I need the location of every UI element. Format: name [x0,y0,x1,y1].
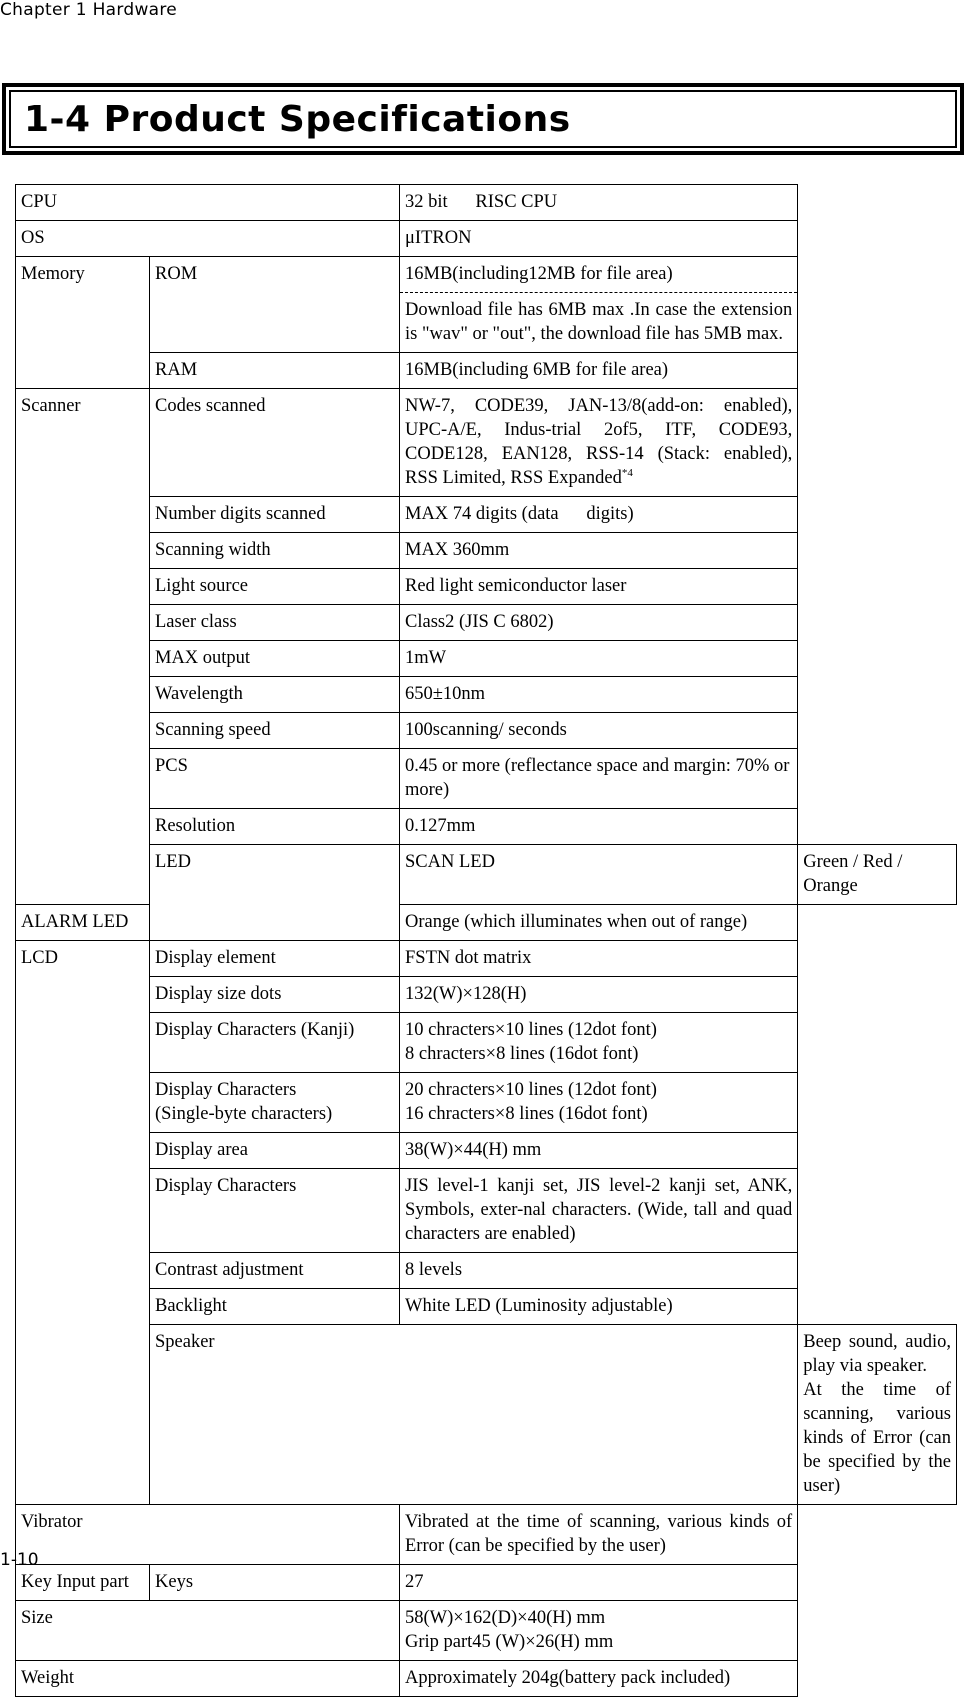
spec-label: Vibrator [16,1505,400,1565]
spec-sub-label: MAX output [150,641,400,677]
spec-row-memory-ram [16,353,957,389]
spec-value: 0.45 or more (reflectance space and margin: 70% or more) [400,749,798,809]
spec-value: 27 [400,1565,798,1601]
spec-value: FSTN dot matrix [400,941,798,977]
spec-sub-label: Scanning speed [150,713,400,749]
spec-value: MAX 74 digits (data digits) [400,497,798,533]
spec-value [798,1325,957,1505]
spec-group-label: Memory [16,257,150,389]
spec-value: Approximately 204g(battery pack included) [400,1661,798,1697]
spec-sub-label: ALARM LED [16,905,150,941]
spec-row-key-input [16,1565,957,1601]
spec-value [400,1073,798,1133]
spec-label: Weight [16,1661,400,1697]
spec-value: Class2 (JIS C 6802) [400,605,798,641]
spec-sub-label: Scanning width [150,533,400,569]
spec-row-scanner-width [16,533,957,569]
spec-value: 100scanning/ seconds [400,713,798,749]
spec-sub-label: Wavelength [150,677,400,713]
spec-row-lcd-single-byte [16,1073,957,1133]
spec-row-memory-rom [16,257,957,293]
spec-value-line: Grip part45 (W)×26(H) mm [405,1632,614,1652]
spec-value: μITRON [400,221,798,257]
spec-value-line: 20 chracters×10 lines (12dot font) [405,1080,657,1100]
spec-value: White LED (Luminosity adjustable) [400,1289,798,1325]
spec-row-scanner-output [16,641,957,677]
chapter-header: Chapter 1 Hardware [0,0,178,20]
spec-row-cpu [16,185,957,221]
spec-label: Speaker [150,1325,798,1505]
spec-value: JIS level-1 kanji set, JIS level-2 kanji set, ANK, Symbols, exter-nal characters. (Wide, tall and quad characters are enabled) [400,1169,798,1253]
spec-value: Red light semiconductor laser [400,569,798,605]
spec-value: Vibrated at the time of scanning, various kinds of Error (can be specified by the user) [400,1505,798,1565]
spec-row-os [16,221,957,257]
spec-sub-label: PCS [150,749,400,809]
spec-value [400,389,798,497]
spec-value-line: 16 chracters×8 lines (16dot font) [405,1104,648,1124]
spec-sub-label: Codes scanned [150,389,400,497]
spec-row-led-scan [16,845,957,905]
spec-value [400,1601,798,1661]
spec-value-line: 58(W)×162(D)×40(H) mm [405,1608,606,1628]
spec-row-lcd-size [16,977,957,1013]
spec-row-lcd-kanji [16,1013,957,1073]
spec-sub-label: Display Characters (Kanji) [150,1013,400,1073]
page-number: 1-10 [0,1550,39,1570]
spec-value [400,1013,798,1073]
footnote-mark: *4 [621,466,633,479]
spec-sub-label: ROM [150,257,400,353]
spec-sub-label: RAM [150,353,400,389]
spec-sub-label [150,1073,400,1133]
spec-sub-label: Display element [150,941,400,977]
spec-value-note: Download file has 6MB max .In case the extension is "wav" or "out", the download file has 5MB max. [400,293,798,353]
spec-group-label: LED [150,845,400,941]
spec-row-speaker [16,1325,957,1505]
spec-value-line: 10 chracters×10 lines (12dot font) [405,1020,657,1040]
spec-value: 16MB(including12MB for file area) [400,257,798,293]
spec-sub-label: Display area [150,1133,400,1169]
spec-sub-label: Number digits scanned [150,497,400,533]
spec-row-scanner-digits [16,497,957,533]
spec-value: Orange (which illuminates when out of range) [400,905,798,941]
spec-sub-label: Laser class [150,605,400,641]
spec-row-lcd-contrast [16,1253,957,1289]
spec-sub-label: Keys [150,1565,400,1601]
spec-row-scanner-pcs [16,749,957,809]
codes-text: NW-7, CODE39, JAN-13/8(add-on: enabled), UPC-A/E, Indus-trial 2of5, ITF, CODE93, CODE128, EAN128, RSS-14 (Stack: enabled), RSS Limited, RSS Expanded [405,396,793,488]
spec-value: 650±10nm [400,677,798,713]
spec-row-weight [16,1661,957,1697]
spec-row-lcd-characters [16,1169,957,1253]
spec-value-line: At the time of scanning, various kinds of Error (can be specified by the user) [803,1380,951,1496]
spec-value: 132(W)×128(H) [400,977,798,1013]
spec-table [15,184,957,1697]
spec-sub-label: Display size dots [150,977,400,1013]
spec-row-scanner-laser [16,605,957,641]
spec-sub-label: Display Characters [150,1169,400,1253]
spec-label: Size [16,1601,400,1661]
spec-value: 8 levels [400,1253,798,1289]
spec-row-lcd-area [16,1133,957,1169]
section-title: 1-4 Product Specifications [24,99,571,140]
spec-value: 1mW [400,641,798,677]
spec-group-label: LCD [16,941,150,1505]
spec-row-vibrator [16,1505,957,1565]
spec-label-line: (Single-byte characters) [155,1104,333,1124]
spec-label: CPU [16,185,400,221]
spec-row-lcd-element [16,941,957,977]
spec-row-scanner-wavelength [16,677,957,713]
spec-label: OS [16,221,400,257]
spec-value: 0.127mm [400,809,798,845]
spec-value: MAX 360mm [400,533,798,569]
spec-row-scanner-light [16,569,957,605]
spec-value-line: 8 chracters×8 lines (16dot font) [405,1044,639,1064]
spec-sub-label: SCAN LED [400,845,798,905]
spec-group-label: Scanner [16,389,150,905]
spec-sub-label: Light source [150,569,400,605]
spec-sub-label: Resolution [150,809,400,845]
spec-group-label: Key Input part [16,1565,150,1601]
spec-value: Green / Red / Orange [798,845,957,905]
spec-value: 38(W)×44(H) mm [400,1133,798,1169]
spec-row-size [16,1601,957,1661]
spec-value-line: Beep sound, audio, play via speaker. [803,1332,951,1376]
section-title-box [2,83,964,155]
spec-value: 16MB(including 6MB for file area) [400,353,798,389]
spec-row-lcd-backlight [16,1289,957,1325]
spec-row-scanner-codes [16,389,957,497]
spec-label-line: Display Characters [155,1080,297,1100]
spec-value: 32 bit RISC CPU [400,185,798,221]
spec-row-scanner-speed [16,713,957,749]
spec-sub-label: Contrast adjustment [150,1253,400,1289]
spec-sub-label: Backlight [150,1289,400,1325]
spec-row-scanner-resolution [16,809,957,845]
